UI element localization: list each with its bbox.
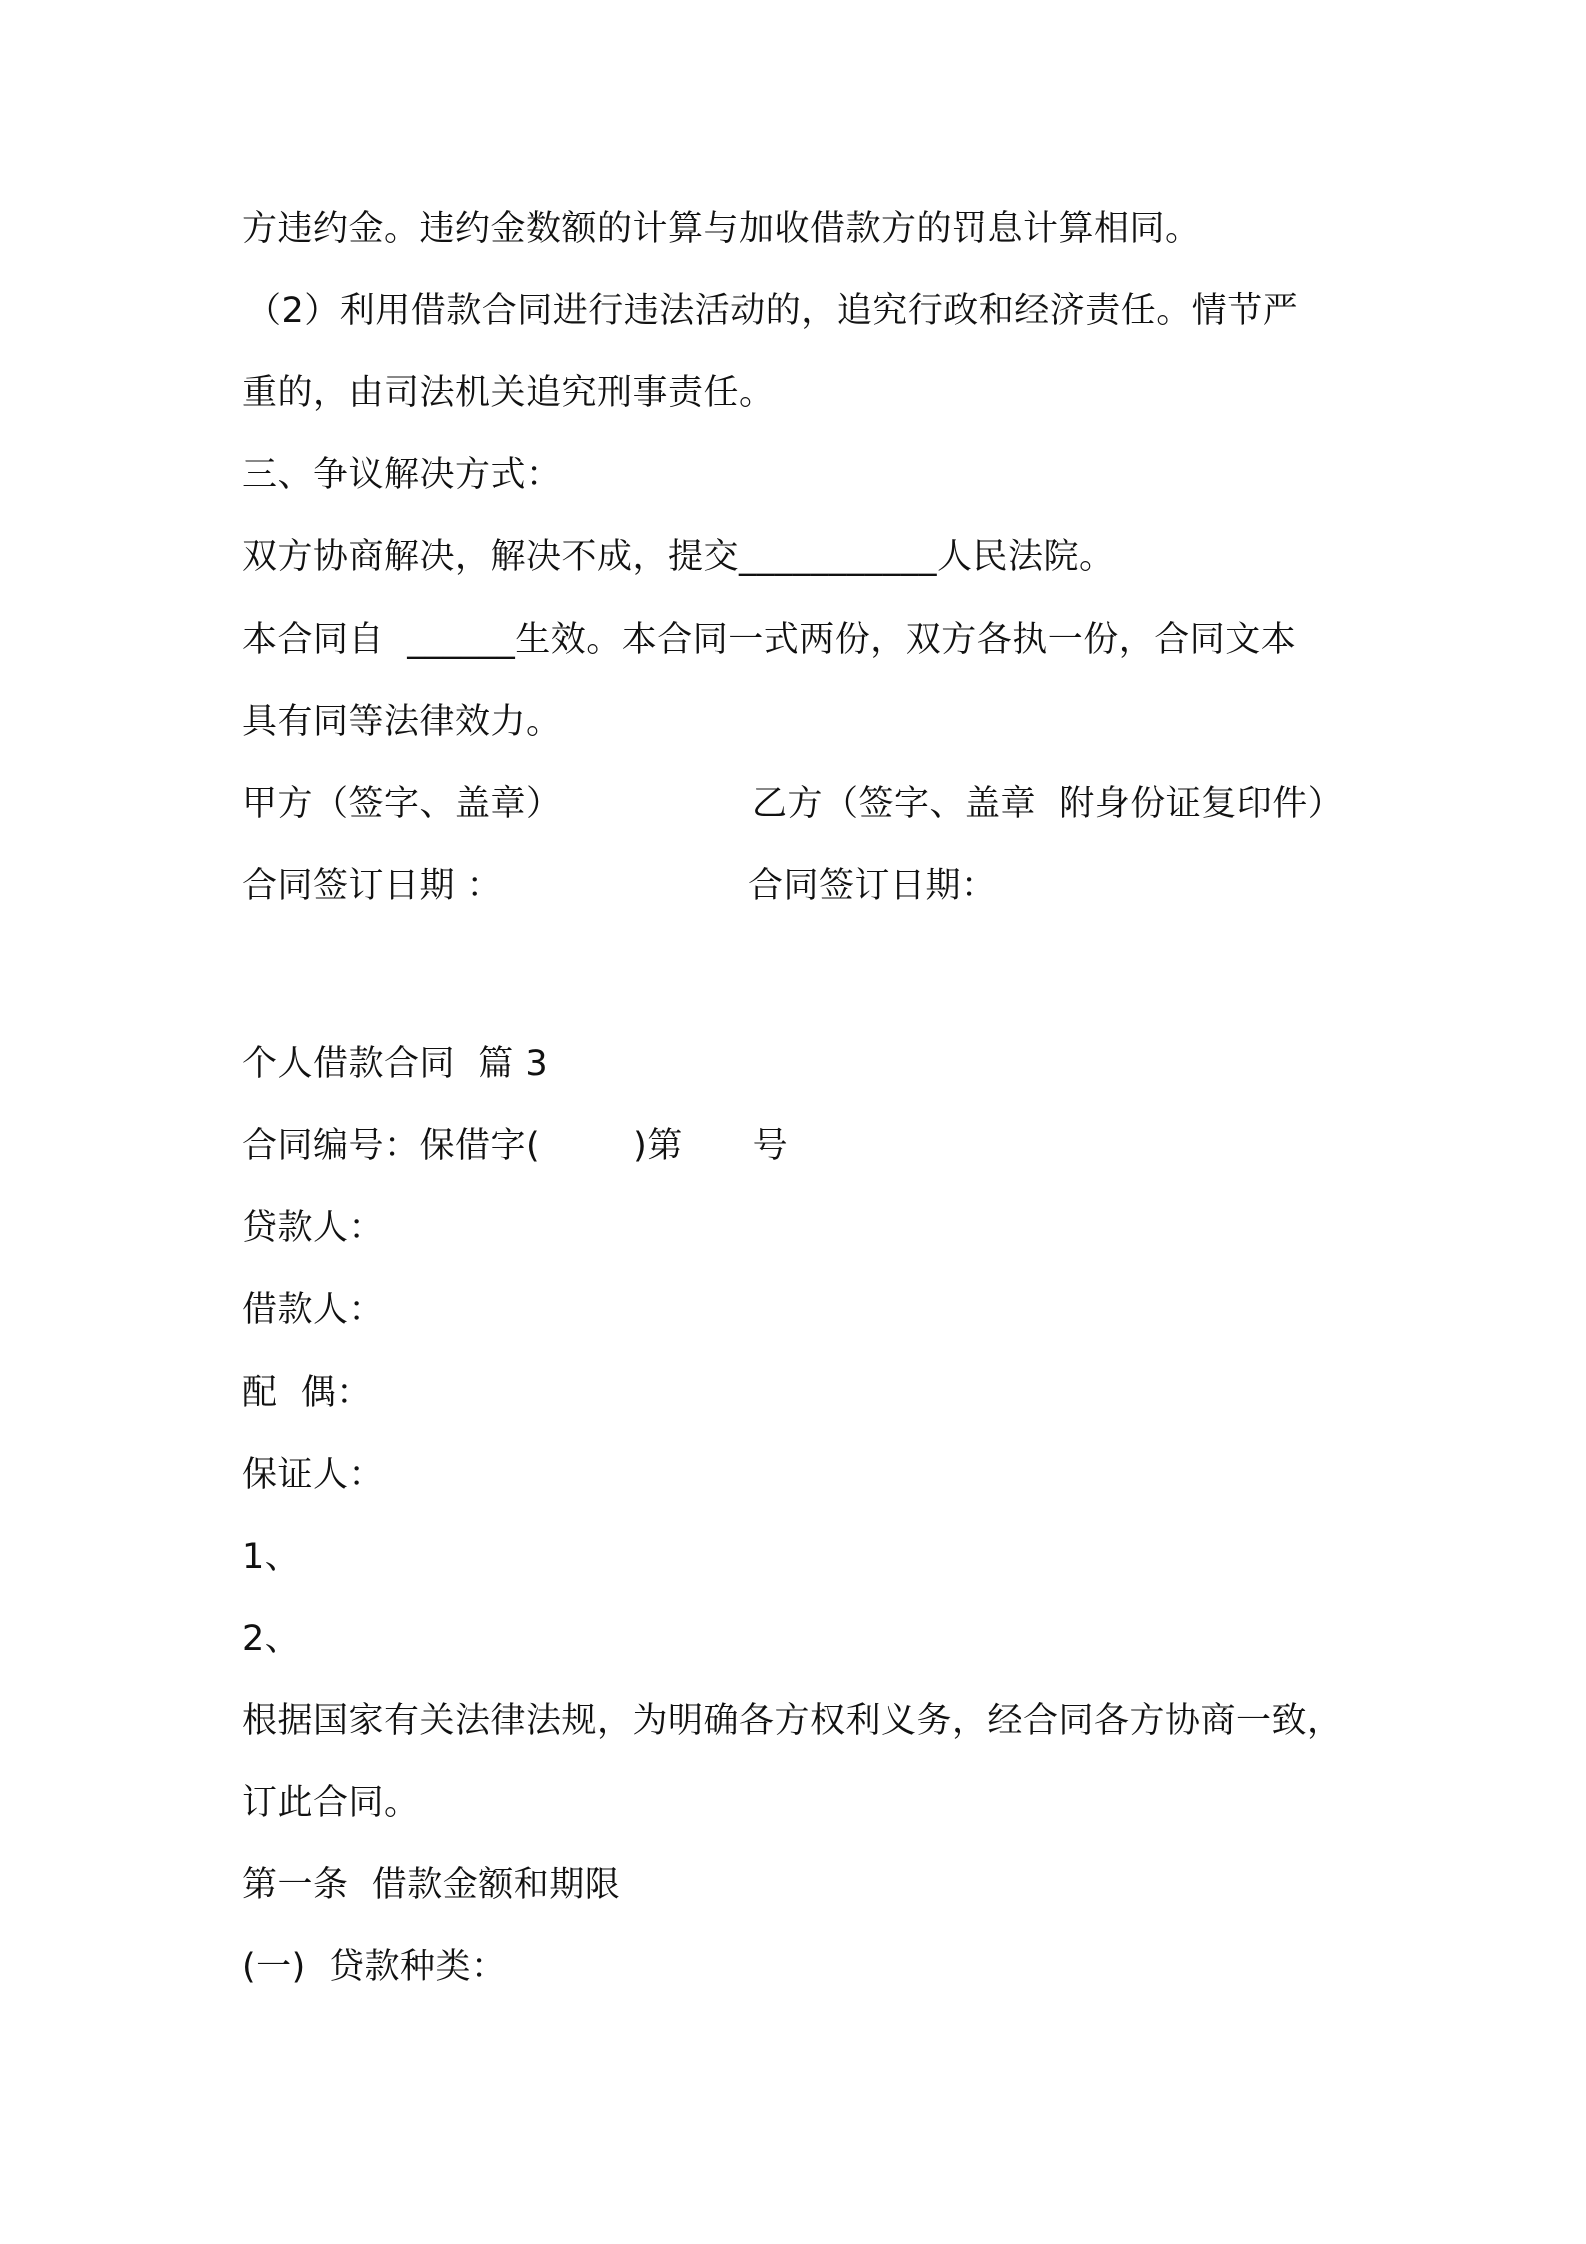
- spouse-label: 配 偶：: [242, 1373, 372, 1413]
- party-a-date-label: 合同签订日期 ：: [242, 866, 503, 906]
- article-heading: 第一条 借款金额和期限: [242, 1865, 621, 1905]
- party-a-signature-label: 甲方（签字、盖章）: [242, 784, 562, 824]
- paragraph-line: 方违约金。违约金数额的计算与加收借款方的罚息计算相同。: [242, 209, 1201, 249]
- paragraph-line: 本合同自 ______生效。本合同一式两份，双方各执一份，合同文本: [242, 620, 1297, 660]
- guarantor-label: 保证人：: [242, 1455, 385, 1495]
- paragraph-line: （2）利用借款合同进行违法活动的，追究行政和经济责任。情节严: [246, 291, 1299, 331]
- party-b-signature-label: 乙方（签字、盖章 附身份证复印件）: [752, 784, 1344, 824]
- contract-number-line: 合同编号：保借字( )第 号: [242, 1126, 789, 1166]
- contract-title: 个人借款合同 篇 3: [242, 1044, 549, 1084]
- preamble-line: 订此合同。: [242, 1783, 420, 1823]
- borrower-label: 借款人：: [242, 1290, 385, 1330]
- preamble-line: 根据国家有关法律法规，为明确各方权利义务，经合同各方协商一致，: [242, 1701, 1343, 1741]
- lender-label: 贷款人：: [242, 1208, 385, 1248]
- paragraph-line: 双方协商解决，解决不成，提交___________人民法院。: [242, 537, 1115, 577]
- article-subitem: (一) 贷款种类：: [242, 1947, 507, 1987]
- list-item: 2、: [242, 1619, 301, 1659]
- section-heading: 三、争议解决方式：: [242, 455, 562, 495]
- list-item: 1、: [242, 1537, 301, 1577]
- party-b-date-label: 合同签订日期：: [748, 866, 997, 906]
- paragraph-line: 具有同等法律效力。: [242, 702, 562, 742]
- paragraph-line: 重的，由司法机关追究刑事责任。: [242, 373, 775, 413]
